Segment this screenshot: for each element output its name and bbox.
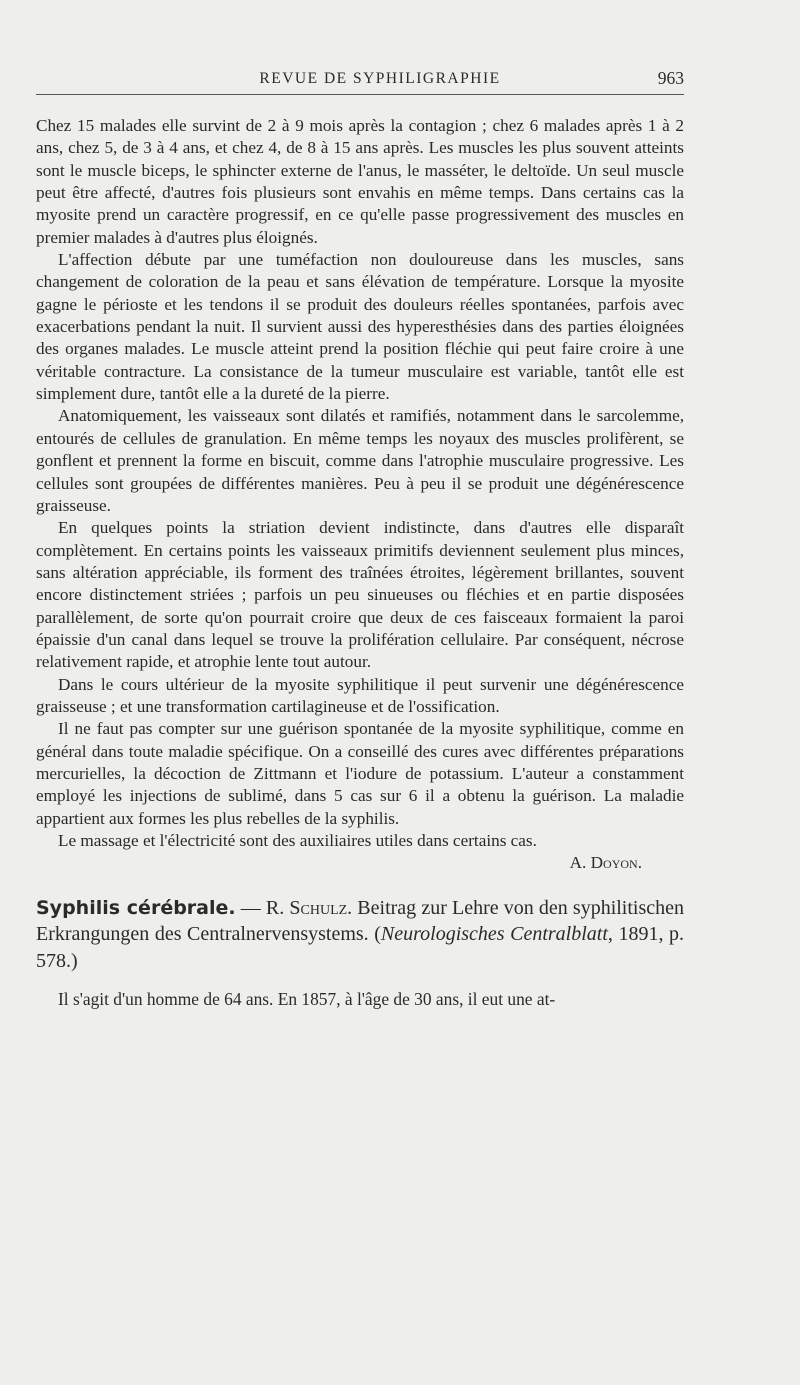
article-dash: — [235, 896, 266, 919]
paragraph: Il ne faut pas compter sur une guérison spontanée de la myosite syphilitique, comme en général dans toute maladie spécifique. On a conseillé des cures avec différentes préparations mercurielles, la décoction de Zittmann et l'iodure de potassium. L'auteur a constamment employé les injections de sublimé, dans 5 cas sur 6 il a obtenu la guérison. La maladie appartient aux formes les plus rebelles de la syphilis. [36, 719, 684, 828]
article-journal: Neurologisches Centralblatt [380, 923, 608, 946]
article-paragraph: Il s'agit d'un homme de 64 ans. En 1857, à l'âge de 30 ans, il eut une at- [58, 988, 556, 1009]
article-citation [36, 895, 684, 974]
article-title: Beitrag zur Lehre von den syphilitischen Erkrangungen des Centralnervensystems. ( [36, 896, 685, 946]
page-number: 963 [657, 68, 684, 88]
paragraph: Le massage et l'électricité sont des auxiliaires utiles dans certains cas. [58, 831, 537, 850]
article-heading: Syphilis cérébrale. [36, 896, 236, 919]
article-reference: , 1891, p. 578.) [36, 923, 684, 972]
signature: A. Doyon. [569, 853, 642, 873]
review-body [36, 115, 684, 875]
running-header [36, 60, 684, 95]
paragraph: Dans le cours ultérieur de la myosite syphilitique il peut survenir une dégénérescence graisseuse ; et une transformation cartilagineuse et de l'ossification. [36, 674, 684, 716]
paragraph: L'affection débute par une tuméfaction non douloureuse dans les muscles, sans changement de coloration de la peau et sans élévation de température. Lorsque la myosite gagne le périoste et les tendons il se produit des douleurs réelles spontanées, parfois avec exacerbations pendant la nuit. Il survient aussi des hyperesthésies dans des parties éloignées des organes malades. Le muscle atteint prend la position fléchie qui peut faire croire à une véritable contracture. La consistance de la tumeur musculaire est variable, tantôt elle est simplement dure, tantôt elle a la dureté de la pierre. [36, 250, 684, 404]
paragraph: Anatomiquement, les vaisseaux sont dilatés et ramifiés, notamment dans le sarcolemme, entourés de cellules de granulation. En même temps les noyaux des muscles prolifèrent, se gonflent et prennent la forme en biscuit, comme dans l'atrophie musculaire progressive. Les cellules sont groupées de différentes manières. Peu à peu il se produit une dégénérescence graisseuse. [36, 406, 684, 515]
article-entry [36, 895, 684, 1013]
article-author: R. Schulz. [265, 896, 353, 919]
running-title: REVUE DE SYPHILIGRAPHIE [259, 70, 501, 87]
paragraph: Chez 15 malades elle survint de 2 à 9 mois après la contagion ; chez 6 malades après 1 à 2 ans, chez 5, de 3 à 4 ans, et chez 4, de 8 à 15 ans après. Les muscles les plus souvent atteints sont le muscle biceps, le sphincter externe de l'anus, le masséter, le deltoïde. Un seul muscle peut être affecté, d'autres fois plusieurs sont envahis en même temps. Dans certains cas la myosite prend un caractère progressif, en ce qu'elle passe progressivement des muscles en premier malades à d'autres plus éloignés. [36, 116, 684, 247]
paragraph: En quelques points la striation devient indistincte, dans d'autres elle disparaît complètement. En certains points les vaisseaux primitifs deviennent seulement plus minces, sans altération appréciable, ils forment des traînées étroites, légèrement brillantes, souvent encore distinctement striées ; parfois un peu sinueuses ou fléchies et en partie disposées parallèlement, de sorte qu'on pourrait croire que deux de ces faisceaux formaient la paroi épaissie d'un canal dans lequel se trouve la prolifération cellulaire. Par conséquent, nécrose relativement rapide, et atrophie lente tout autour. [36, 518, 684, 672]
page [36, 60, 684, 1012]
